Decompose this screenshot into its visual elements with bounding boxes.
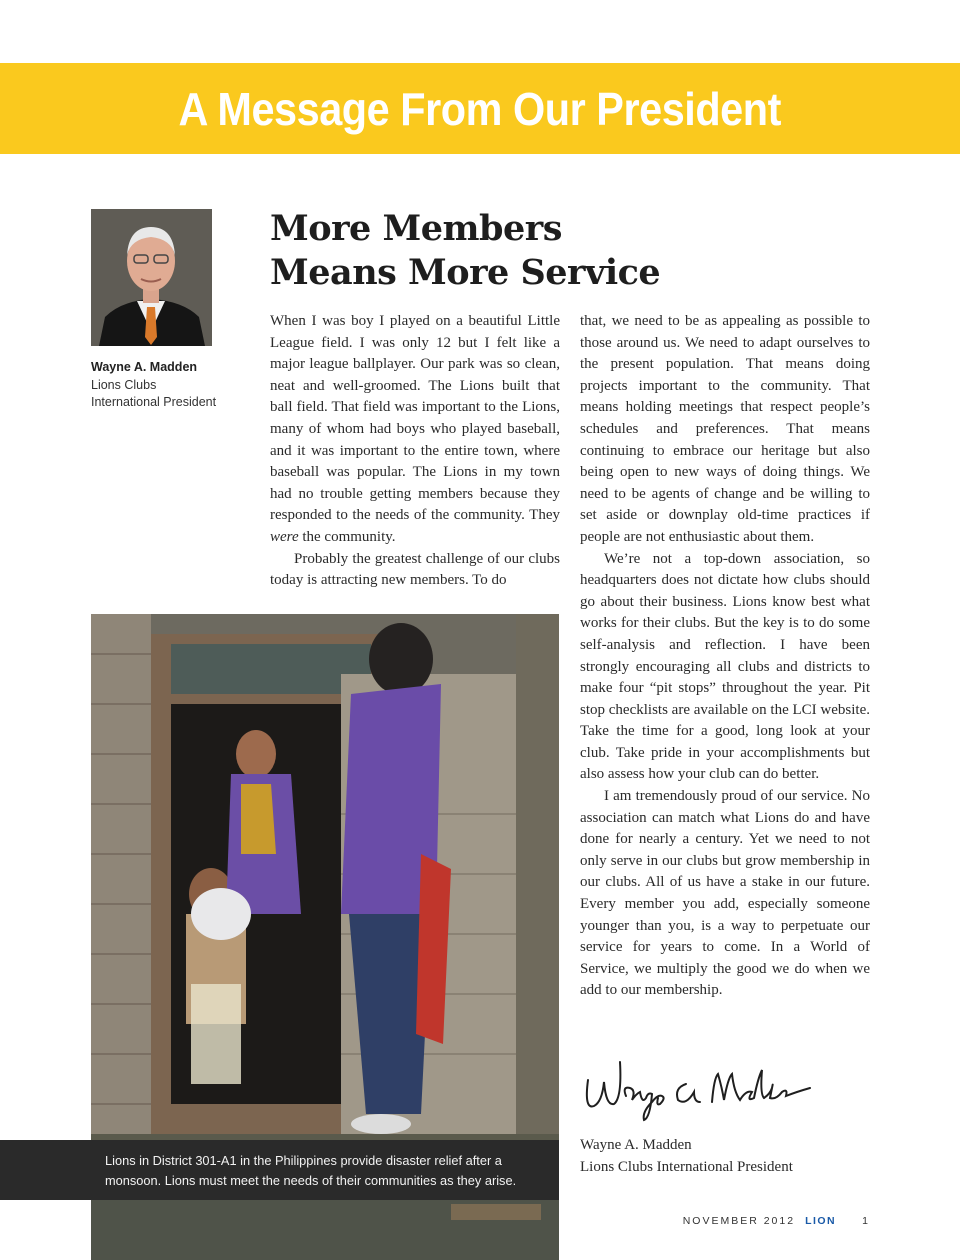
president-name: Wayne A. Madden [91,360,198,374]
president-role-line1: Lions Clubs [91,378,157,392]
paragraph-text: When I was boy I played on a beautiful Little League field. I was only 12 but I felt like a major league ballplayer. Our park was so clean, neat and well-groomed. The Lions built that ball field. That field was important to the Lions, many of whom had boys who played baseball, and it was important to the entire town, where baseball was popular. The Lions in my town had no trouble getting members because they responded to the needs of the community. They [270,313,560,524]
article-column-2 [580,311,870,1002]
emphasis-text: were [270,528,299,545]
photo-caption [0,1140,559,1200]
paragraph-text: the community. [302,528,396,545]
paragraph: that, we need to be as appealing as possible to those around us. We need to adapt ourselves to the present population. That means doing projects important to the community. That means holding meetings that respect people’s schedules and preferences. That means continuing to embrace our heritage but also being open to new ways of doing things. We need to be agents of change and be willing to set aside or downplay old-time practices if people are not enthusiastic about them. [580,313,870,545]
article-headline [270,207,690,295]
president-role [91,377,241,411]
photo-caption-line2: monsoon. Lions must meet the needs of their communities as they arise. [105,1173,517,1188]
banner-title: A Message From Our President [178,82,782,135]
signoff-name: Wayne A. Madden [580,1137,692,1153]
president-signature [582,1048,822,1128]
footer-issue: NOVEMBER 2012 [682,1215,796,1227]
paragraph: We’re not a top-down association, so headquarters does not dictate how clubs should go about their business. Lions know best what works for their clubs. But the key is to do some self-analysis and reflection. I have been strongly encouraging all clubs and districts to make four “pit stops” throughout the year. Pit stop checklists are available on the LCI website. Take the time for a good, long look at your club. Take pride in your accomplishments but also assess how your club can do better. [580,550,870,783]
signoff-block [580,1134,793,1178]
president-portrait [91,209,212,346]
headline-line2: Means More Service [270,252,661,293]
paragraph [270,311,560,549]
paragraph: Probably the greatest challenge of our clubs today is attracting new members. To do [270,550,560,589]
signoff-title: Lions Clubs International President [580,1159,793,1175]
page-banner [0,63,960,154]
paragraph: I am tremendously proud of our service. No association can match what Lions do and have done for nearly a century. Yet we need to not only serve in our clubs but grow membership in our clubs. All of us have a stake in our future. Every member you add, especially someone younger than you, is a way to perpetuate our service for years to come. In a World of Service, we multiply the good we do when we add to our membership. [580,788,870,999]
page-number: 1 [862,1215,868,1227]
page-footer [683,1215,868,1227]
headline-line1: More Members [270,208,562,249]
footer-magazine: LION [805,1215,837,1227]
article-column-1 [270,311,560,592]
portrait-image [91,209,212,346]
president-role-line2: International President [91,395,217,409]
photo-caption-line1: Lions in District 301-A1 in the Philippines provide disaster relief after a [105,1153,502,1168]
